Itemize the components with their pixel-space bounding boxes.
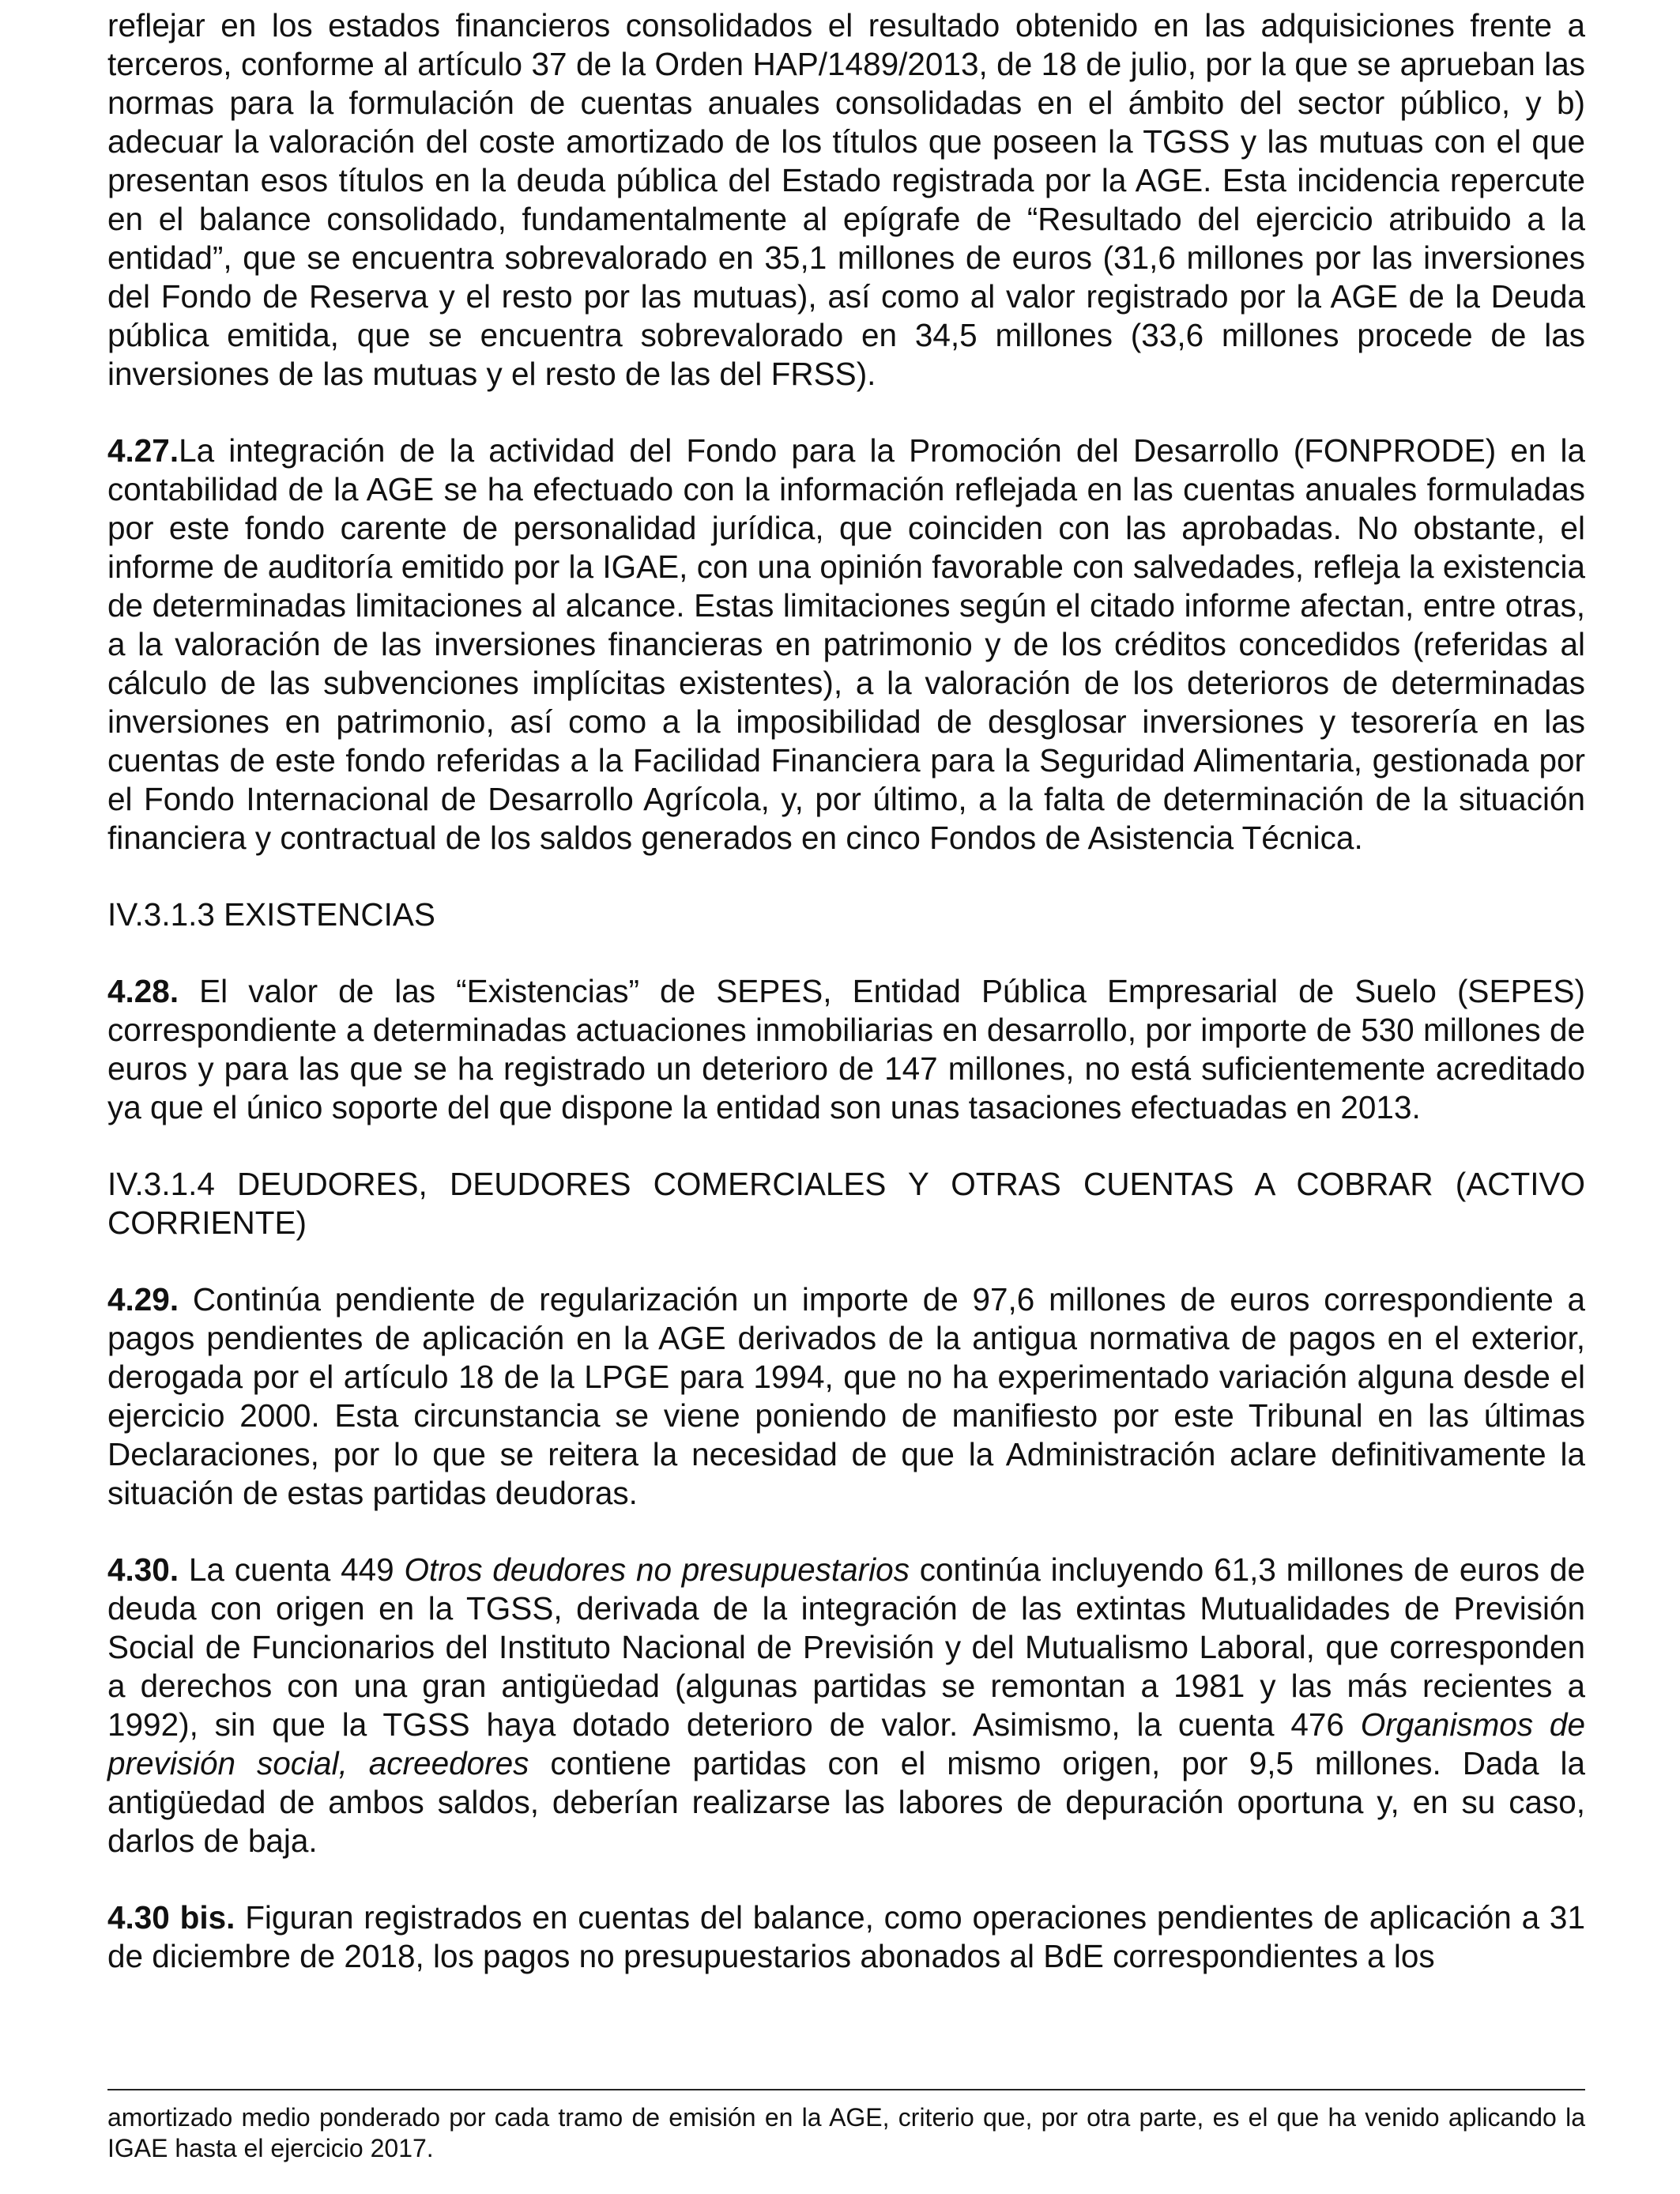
paragraph-4-30-bis	[107, 1898, 1585, 1976]
paragraph-text: El valor de las “Existencias” de SEPES, Entidad Pública Empresarial de Suelo (SEPES) correspondiente a determinadas actuaciones inmobiliarias en desarrollo, por importe de 530 millones de euros y para las que se ha registrado un deterioro de 147 millones, no está suficientemente acreditado ya que el único soporte del que dispone la entidad son unas tasaciones efectuadas en 2013.	[107, 973, 1585, 1125]
paragraph-number: 4.30.	[107, 1551, 179, 1588]
paragraph-text: La integración de la actividad del Fondo para la Promoción del Desarrollo (FONPRODE) en la contabilidad de la AGE se ha efectuado con la información reflejada en las cuentas anuales formuladas por este fondo carente de personalidad jurídica, que coinciden con las aprobadas. No obstante, el informe de auditoría emitido por la IGAE, con una opinión favorable con salvedades, refleja la existencia de determinadas limitaciones al alcance. Estas limitaciones según el citado informe afectan, entre otras, a la valoración de las inversiones financieras en patrimonio y de los créditos concedidos (referidas al cálculo de las subvenciones implícitas existentes), a la valoración de los deterioros de determinadas inversiones en patrimonio, así como a la imposibilidad de desglosar inversiones y tesorería en las cuentas de este fondo referidas a la Facilidad Financiera para la Seguridad Alimentaria, gestionada por el Fondo Internacional de Desarrollo Agrícola, y, por último, a la falta de determinación de la situación financiera y contractual de los saldos generados en cinco Fondos de Asistencia Técnica.	[107, 432, 1585, 856]
paragraph-4-28	[107, 972, 1585, 1127]
account-name-italic: Otros deudores no presupuestarios	[404, 1551, 910, 1588]
footnote: amortizado medio ponderado por cada tramo de emisión en la AGE, criterio que, por otra parte, es el que ha venido aplicando la IGAE hasta el ejercicio 2017.	[107, 2103, 1585, 2162]
paragraph-4-30	[107, 1551, 1585, 1860]
section-heading-existencias: IV.3.1.3 EXISTENCIAS	[107, 896, 435, 933]
paragraph-intro: reflejar en los estados financieros consolidados el resultado obtenido en las adquisiciones frente a terceros, conforme al artículo 37 de la Orden HAP/1489/2013, de 18 de julio, por la que se aprueban las normas para la formulación de cuentas anuales consolidadas en el ámbito del sector público, y b) adecuar la valoración del coste amortizado de los títulos que poseen la TGSS y las mutuas con el que presentan esos títulos en la deuda pública del Estado registrada por la AGE. Esta incidencia repercute en el balance consolidado, fundamentalmente al epígrafe de “Resultado del ejercicio atribuido a la entidad”, que se encuentra sobrevalorado en 35,1 millones de euros (31,6 millones por las inversiones del Fondo de Reserva y el resto por las mutuas), así como al valor registrado por la AGE de la Deuda pública emitida, que se encuentra sobrevalorado en 34,5 millones (33,6 millones procede de las inversiones de las mutuas y el resto de las del FRSS).	[107, 7, 1585, 392]
paragraph-text: contiene partidas con el mismo origen, por 9,5 millones. Dada la antigüedad de ambos saldos, deberían realizarse las labores de depuración oportuna y, en su caso, darlos de baja.	[107, 1745, 1585, 1859]
paragraph-number: 4.28.	[107, 973, 179, 1009]
paragraph-4-29	[107, 1280, 1585, 1513]
document-body	[107, 6, 1585, 2014]
paragraph-text: Continúa pendiente de regularización un importe de 97,6 millones de euros correspondiente a pagos pendientes de aplicación en la AGE derivados de la antigua normativa de pagos en el exterior, derogada por el artículo 18 de la LPGE para 1994, que no ha experimentado variación alguna desde el ejercicio 2000. Esta circunstancia se viene poniendo de manifiesto por este Tribunal en las últimas Declaraciones, por lo que se reitera la necesidad de que la Administración aclare definitivamente la situación de estas partidas deudoras.	[107, 1281, 1585, 1511]
paragraph-text: La cuenta 449	[188, 1551, 405, 1588]
section-heading-deudores: IV.3.1.4 DEUDORES, DEUDORES COMERCIALES Y OTRAS CUENTAS A COBRAR (ACTIVO CORRIENTE)	[107, 1166, 1585, 1241]
paragraph-text: Figuran registrados en cuentas del balance, como operaciones pendientes de aplicación a 31 de diciembre de 2018, los pagos no presupuestarios abonados al BdE correspondientes a los	[107, 1899, 1585, 1974]
paragraph-text: continúa incluyendo 61,3 millones de euros de deuda con origen en la TGSS, derivada de la integración de las extintas Mutualidades de Previsión Social de Funcionarios del Instituto Nacional de Previsión y del Mutualismo Laboral, que corresponden a derechos con una gran antigüedad (algunas partidas se remontan a 1981 y las más recientes a 1992), sin que la TGSS haya dotado deterioro de valor. Asimismo, la cuenta 476	[107, 1551, 1586, 1743]
paragraph-number: 4.29.	[107, 1281, 179, 1318]
paragraph-4-27	[107, 432, 1585, 858]
account-name-italic: Organismos de previsión social, acreedores	[107, 1706, 1585, 1781]
paragraph-number: 4.27.	[107, 432, 179, 469]
footnote-separator	[107, 2089, 1585, 2090]
paragraph-number: 4.30 bis.	[107, 1899, 235, 1936]
